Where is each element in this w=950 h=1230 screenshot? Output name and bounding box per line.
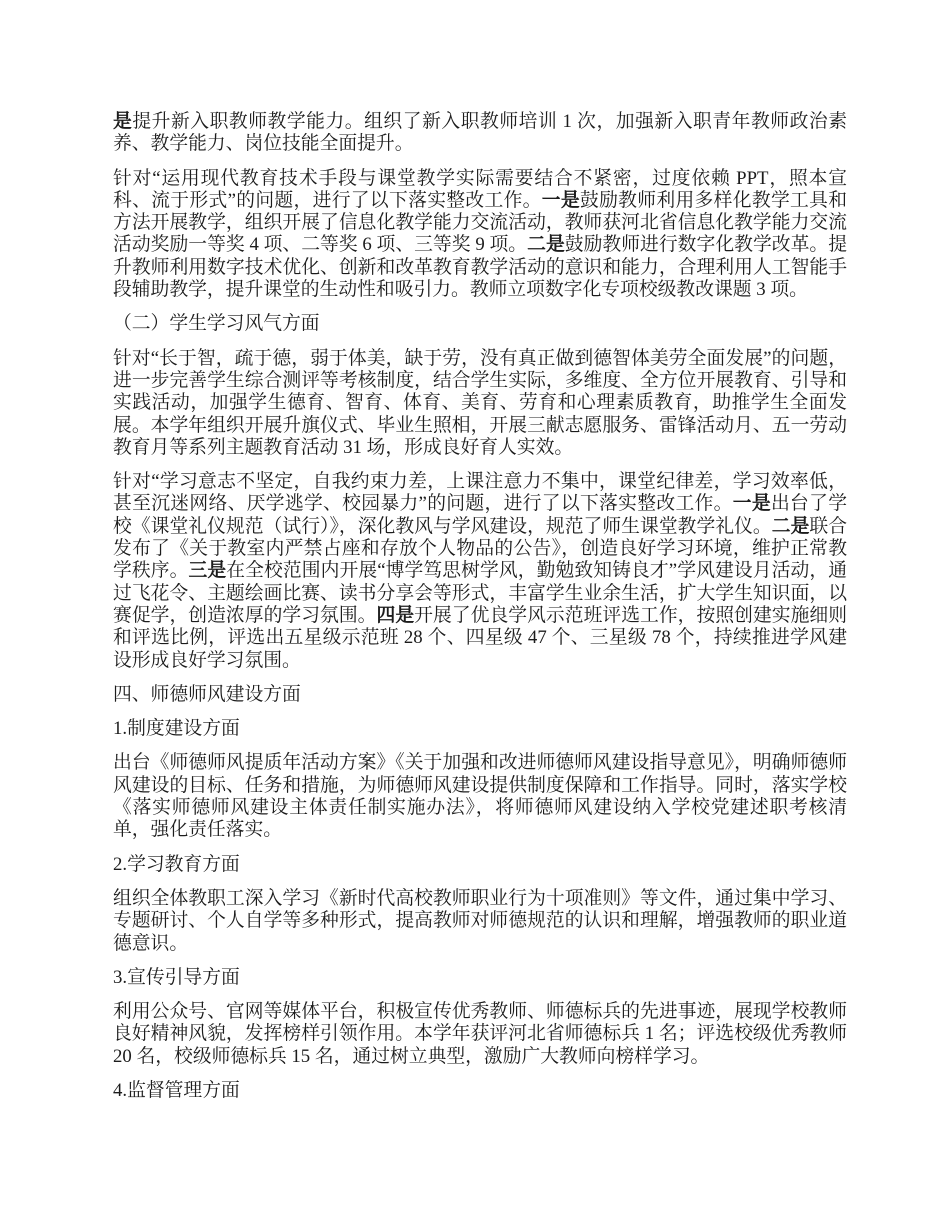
text-run: 出台了学校《课堂礼仪规范（试行）》，深化教风与学风建设，规范了师生课堂教学礼仪。: [113, 493, 848, 537]
text-run: 开展了优良学风示范班评选工作，按照创建实施细则和评选比例，评选出五星级示范班 28 个、四星级 47 个、三星级 78 个，持续推进学风建设形成良好学习氛围。: [113, 604, 848, 671]
section-heading: [113, 718, 847, 740]
text-run: 鼓励教师进行数字化教学改革。提升教师利用数字技术优化、创新和改革教育教学活动的意识和能力，合理利用人工智能手段辅助教学，提升课堂的生动性和吸引力。教师立项数字化专项校级教改课题 3 项。: [113, 234, 848, 301]
body-paragraph: [113, 111, 847, 156]
body-paragraph: [113, 168, 847, 302]
text-run: 在全校范围内开展“博学笃思树学风，勤勉致知铸良才”学风建设月活动，通过飞花令、主题绘画比赛、读书分享会等形式，丰富学生业余生活，扩大学生知识面，以赛促学，创造浓厚的学习氛围。: [113, 560, 848, 626]
section-heading: [113, 854, 847, 876]
emphasis-run: 是: [113, 111, 133, 132]
emphasis-run: 二是: [527, 234, 565, 256]
text-run: 3.宣传引导方面: [113, 966, 240, 988]
emphasis-run: 一是: [541, 189, 580, 211]
text-run: 出台《师德师风提质年活动方案》《关于加强和改进师德师风建设指导意见》，明确师德师风建设的目标、任务和措施，为师德师风建设提供制度保障和工作指导。同时，落实学校《落实师德师风建设主体责任制实施办法》，将师德师风建设纳入学校党建述职考核清单，强化责任落实。: [113, 752, 847, 841]
section-heading: [113, 684, 847, 706]
text-run: 针对“运用现代教育技术手段与课堂教学实际需要结合不紧密，过度依赖 PPT，照本宣科、流于形式”的问题，进行了以下落实整改工作。: [113, 167, 847, 211]
emphasis-run: 四是: [376, 604, 415, 626]
section-heading: [113, 967, 847, 989]
section-heading: [113, 313, 847, 335]
document-content: [113, 111, 847, 1102]
text-run: 利用公众号、官网等媒体平台，积极宣传优秀教师、师德标兵的先进事迹，展现学校教师良好精神风貌，发挥榜样引领作用。本学年获评河北省师德标兵 1 名；评选校级优秀教师 20 名，校级师德标兵 15 名，通过树立典型，激励广大教师向榜样学习。: [113, 1001, 847, 1067]
body-paragraph: [113, 752, 847, 841]
body-paragraph: [113, 1001, 847, 1068]
text-run: （二）学生学习风气方面: [113, 313, 320, 335]
body-paragraph: [113, 888, 847, 955]
text-run: 组织全体教职工深入学习《新时代高校教师职业行为十项准则》等文件，通过集中学习、专题研讨、个人自学等多种形式，提高教师对师德规范的认识和理解，增强教师的职业道德意识。: [113, 887, 847, 954]
section-heading: [113, 1080, 847, 1102]
text-run: 2.学习教育方面: [113, 853, 240, 875]
text-run: 鼓励教师利用多样化教学工具和方法开展教学，组织开展了信息化教学能力交流活动，教师获河北省信息化教学能力交流活动奖励一等奖 4 项、二等奖 6 项、三等奖 9 项。: [113, 189, 848, 256]
text-run: 针对“长于智，疏于德，弱于体美，缺于劳，没有真正做到德智体美劳全面发展”的问题，进一步完善学生综合测评等考核制度，结合学生实际，多维度、全方位开展教育、引导和实践活动，加强学生德育、智育、体育、美育、劳育和心理素质教育，助推学生全面发展。本学年组织开展升旗仪式、毕业生照相，开展三献志愿服务、雷锋活动月、五一劳动教育月等系列主题教育活动 31 场，形成良好育人实效。: [113, 347, 847, 458]
emphasis-run: 二是: [771, 515, 810, 537]
text-run: 联合发布了《关于教室内严禁占座和存放个人物品的公告》，创造良好学习环境，维护正常教学秩序。: [113, 515, 848, 582]
text-run: 4.监督管理方面: [113, 1079, 240, 1101]
text-run: 四、师德师风建设方面: [113, 683, 301, 705]
body-paragraph: [113, 471, 847, 672]
text-run: 针对“学习意志不坚定，自我约束力差，上课注意力不集中，课堂纪律差，学习效率低，甚至沉迷网络、厌学逃学、校园暴力”的问题，进行了以下落实整改工作。: [113, 471, 847, 515]
text-run: 提升新入职教师教学能力。组织了新入职教师培训 1 次，加强新入职青年教师政治素养、教学能力、岗位技能全面提升。: [113, 111, 848, 155]
emphasis-run: 一是: [732, 493, 771, 515]
text-run: 1.制度建设方面: [113, 718, 240, 740]
body-paragraph: [113, 348, 847, 459]
emphasis-run: 三是: [188, 560, 227, 582]
